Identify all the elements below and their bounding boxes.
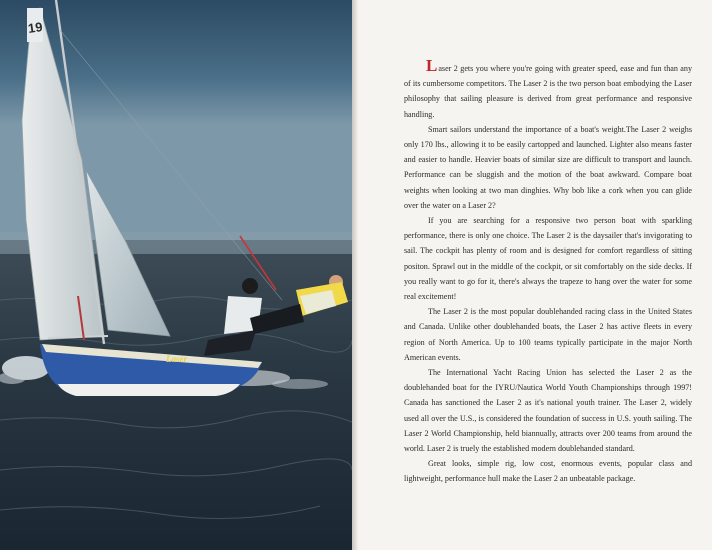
intro-paragraph: [404, 56, 692, 122]
sailing-photo: [0, 0, 352, 550]
paragraph-iyru: The International Yacht Racing Union has selected the Laser 2 as the doublehanded boat for the IYRU/Nautica World Youth Championships through 1997! Canada has sanctioned the Laser 2 as it's national youth trainer. The Laser 2, widely used all over the U.S., is considered the foundation of success in U.S. youth sailing. The Laser 2 World Championship, held biannually, attracts over 200 teams from around the world. Laser 2 is truely the established modern doublehanded standard.: [404, 368, 692, 454]
paragraph-summary: Great looks, simple rig, low cost, enormous events, popular class and lightweight, performance hull make the Laser 2 an unbeatable package.: [404, 459, 692, 484]
paragraph-weight: Smart sailors understand the importance of a boat's weight.The Laser 2 weighs only 170 lbs., allowing it to be easily cartopped and launched. Lighter also means faster and easier to handle. Heavier boats of similar size are difficult to transport and launch. Performance can be sluggish and the motion of the boat awkward. Compare boat weights when looking at two man dinghies. Why bob like a cork when you can glide over the water on a Laser 2?: [404, 124, 692, 210]
sail-number: 19: [27, 19, 44, 36]
drop-cap: L: [426, 56, 438, 75]
paragraph-racing-class: The Laser 2 is the most popular doublehanded racing class in the United States and Canada. Unlike other doublehanded boats, the Laser 2 has active fleets in every region of North America. Up to 100 teams typically participate in the major North American events.: [404, 307, 692, 362]
hull-logo: Laser: [166, 354, 187, 364]
intro-text: aser 2 gets you where you're going with greater speed, ease and fun than any of its cumbersome competitors. The Laser 2 is the two person boat embodying the Laser philosophy that sailing pleasure is derived from great performance and responsive handling.: [404, 64, 692, 119]
text-page: [358, 0, 712, 550]
hull-bottom: [58, 384, 240, 396]
article-body: [404, 56, 692, 487]
paragraph-performance: If you are searching for a responsive two person boat with sparkling performance, there is only one choice. The Laser 2 is the daysailer that's invigorating to sail. The cockpit has plenty of room and is designed for comfort regardless of sitting positon. Sprawl out in the middle of the cockpit, or sit comfortably on the side decks. If you really want to go for it, there's always the trapeze to hang over the water for some real excitement!: [404, 216, 692, 302]
